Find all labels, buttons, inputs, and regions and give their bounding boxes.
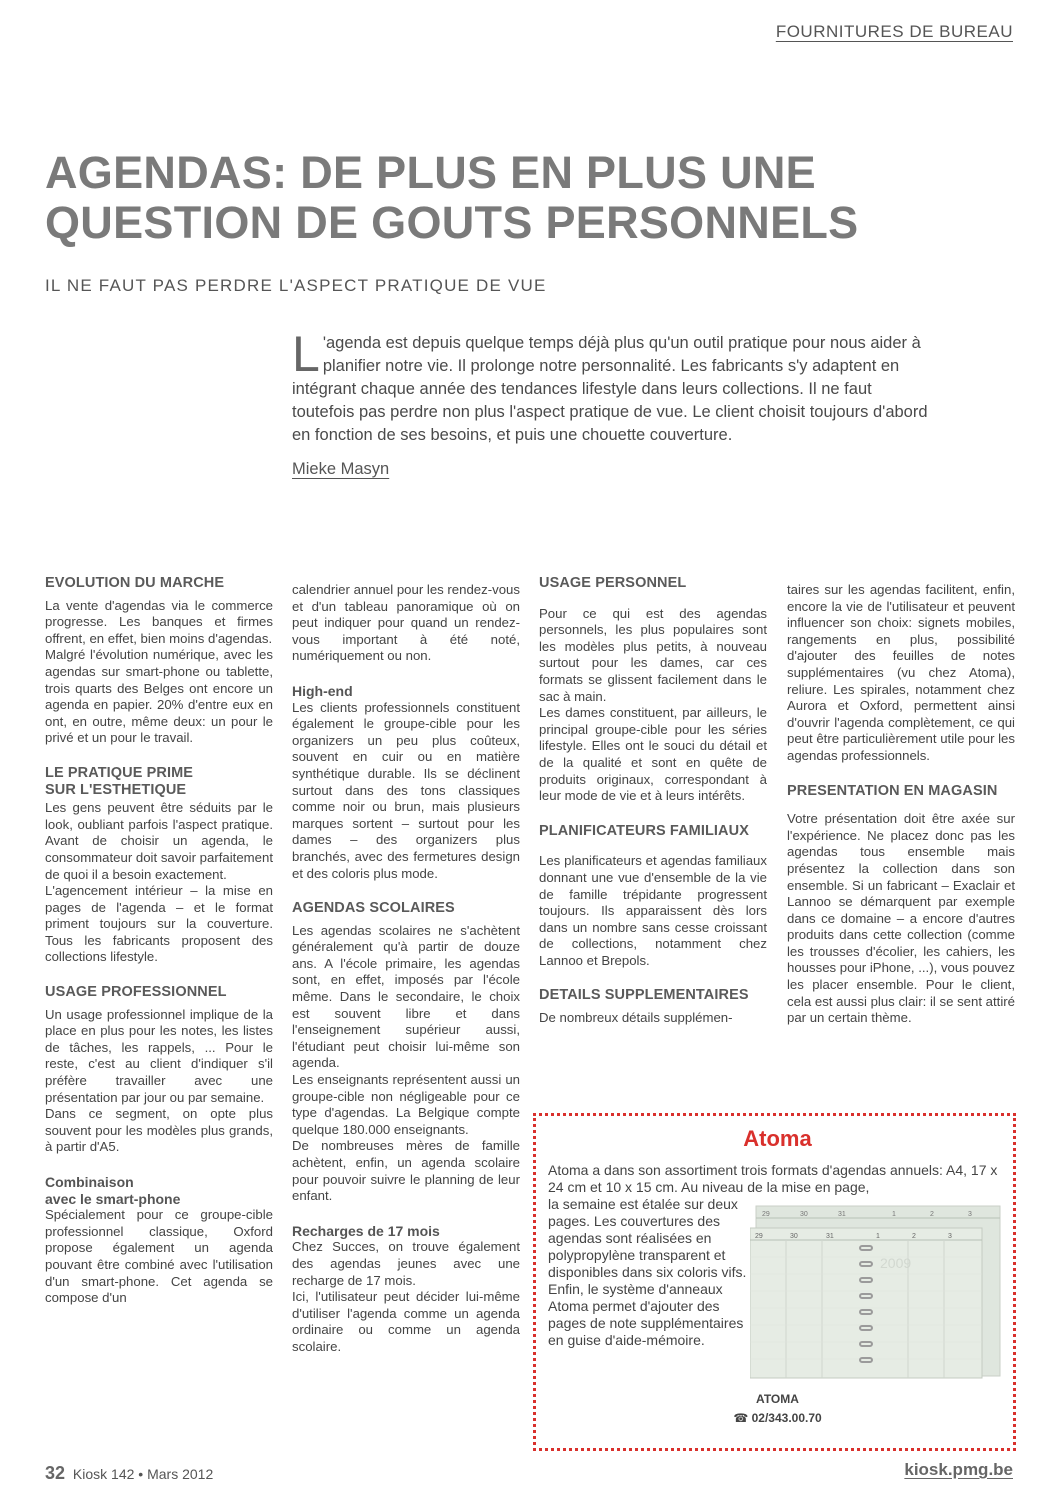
svg-text:29: 29 (762, 1211, 770, 1218)
paragraph: Les gens peuvent être séduits par le look, oubliant parfois l'aspect pratique. Avant de choisir un agenda, le consommateur doit savoir parfaitement de quoi il a besoin exactement. (45, 800, 273, 882)
paragraph: De nombreuses mères de famille achètent, enfin, un agenda scolaire pour pouvoir suivre le planning de leur enfant. (292, 1138, 520, 1204)
heading-usage-professionnel: USAGE PROFESSIONNEL (45, 984, 227, 1001)
box-brand: ATOMA (756, 1392, 799, 1406)
paragraph: Votre présentation doit être axée sur l'expérience. Ne placez donc pas les agendas tous ensemble mais présentez la collection dans son ensemble. Si un fabricant – Exaclair et Lannoo se démarquent par exemple dans ce domaine – a encore d'autres produits dans cette collection (comme les trousses d'écolier, les cahiers, les housses pour iPhone, ...), vous pouvez les placer ensemble. Pour le client, cela est aussi plus clair: il se sent attiré par un certain thème. (787, 811, 1015, 1026)
article-title: AGENDAS: DE PLUS EN PLUS UNE QUESTION DE GOUTS PERSONNELS (45, 147, 859, 248)
website-link[interactable]: kiosk.pmg.be (904, 1460, 1013, 1479)
paragraph: Les dames constituent, par ailleurs, le principal groupe-cible pour les séries lifestyle. Elles ont le souci du détail et de la qualité et sont en quête de produits originaux, correspondant à leur mode de vie et à leurs intérêts. (539, 705, 767, 804)
paragraph: Pour ce qui est des agendas personnels, les plus populaires sont les modèles plus petits, à nouveau surtout pour les dames, car ces formats se glissent facilement dans le sac à main. (539, 605, 767, 704)
paragraph: taires sur les agendas facilitent, enfin, encore la vie de l'utilisateur et peuvent influencer son choix: signets mobiles, rangements en plus, possibilité d'ajouter des feuilles de notes supplémentaires (vu chez Atoma), reliure. Les spirales, notamment chez Aurora et Oxford, permettent ainsi d'ouvrir l'agenda complètement, ce qui peut être particulièrement utile pour les agendas professionnels. (787, 582, 1015, 763)
svg-text:2: 2 (912, 1233, 916, 1240)
atoma-sidebar-box (533, 1113, 1016, 1451)
page-number: 32 (45, 1463, 66, 1483)
article-subtitle: IL NE FAUT PAS PERDRE L'ASPECT PRATIQUE DE VUE (45, 276, 547, 295)
agenda-product-image (750, 1202, 1002, 1380)
intro-text: 'agenda est depuis quelque temps déjà plus qu'un outil pratique pour nous aider à planifier notre vie. Il prolonge notre personnalité. Les fabricants s'y adaptent en intégrant chaque année des tendances lifestyle dans leurs collections. Il ne faut toutefois pas perdre non plus l'aspect pratique de vue. Le client choisit toujours d'abord en fonction de ses besoins, et puis une chouette couverture. (292, 334, 928, 444)
box-title: Atoma (743, 1126, 812, 1151)
heading-combinaison: Combinaison avec le smart-phone (45, 1174, 181, 1207)
paragraph: Malgré l'évolution numérique, avec les agendas sur smart-phone ou tablette, trois quarts des Belges ont encore un agenda en papier. 20% d'entre eux en ont, en outre, même deux: un pour le privé et un pour le travail. (45, 647, 273, 746)
box-phone (536, 1411, 1019, 1425)
heading-details: DETAILS SUPPLEMENTAIRES (539, 987, 749, 1004)
article-column-4 (787, 582, 1015, 1027)
telephone-icon: ☎ (733, 1411, 749, 1425)
svg-text:3: 3 (968, 1211, 972, 1218)
box-paragraph: la semaine est étalée sur deux pages. Les couvertures des agendas sont réalisées en polypropylène transparent et disponibles dans six coloris vifs. (548, 1196, 747, 1280)
paragraph: L'agencement intérieur – la mise en pages de l'agenda – et le format priment toujours sur la couverture. Tous les fabricants proposent des collections lifestyle. (45, 883, 273, 965)
paragraph: Dans ce segment, on opte plus souvent pour les modèles plus grands, à partir d'A5. (45, 1106, 273, 1155)
heading-agendas-scolaires: AGENDAS SCOLAIRES (292, 900, 455, 917)
article-column-2 (292, 582, 520, 1356)
heading-presentation: PRESENTATION EN MAGASIN (787, 782, 998, 799)
paragraph: calendrier annuel pour les rendez-vous et d'un tableau panoramique où on peut indiquer pour quand un rendez-vous important à été noté, numériquement ou non. (292, 582, 520, 664)
svg-text:3: 3 (948, 1233, 952, 1240)
svg-text:1: 1 (876, 1233, 880, 1240)
footer-page-info (45, 1463, 213, 1484)
paragraph: Les planificateurs et agendas familiaux donnant une vue d'ensemble de la vie de famille trépidante progressent toujours. Ils apparaissent dès lors dans un nombre sans cesse croissant de collections, notamment chez Lannoo et Brepols. (539, 853, 767, 968)
heading-planificateurs: PLANIFICATEURS FAMILIAUX (539, 822, 749, 839)
paragraph: Les clients professionnels constituent également le groupe-cible pour les organizers un peu plus coûteux, souvent en cuir ou en matière synthétique durable. Ils se déclinent surtout dans des tons classiques comme noir ou brun, mais plusieurs marques sortent – surtout pour les dames – des organizers plus branchés, avec des fermetures design et des coloris plus mode. (292, 699, 520, 881)
svg-text:30: 30 (790, 1233, 798, 1240)
box-text-body (548, 1196, 748, 1349)
article-column-3 (539, 575, 767, 1027)
article-column-1 (45, 575, 273, 1307)
author-byline: Mieke Masyn (292, 460, 390, 478)
drop-cap: L (292, 326, 320, 382)
paragraph: Les agendas scolaires ne s'achètent généralement qu'à partir de douze ans. A l'école primaire, les agendas sont, en effet, imposés par l'école même. Dans le secondaire, le choix est souvent libre et dans l'enseignement supérieur aussi, l'étudiant peut choisir lui-même son agenda. (292, 922, 520, 1071)
svg-text:31: 31 (826, 1233, 834, 1240)
section-label: FOURNITURES DE BUREAU (775, 22, 1013, 41)
svg-text:2009: 2009 (880, 1255, 912, 1271)
heading-recharges: Recharges de 17 mois (292, 1222, 440, 1239)
heading-evolution: EVOLUTION DU MARCHE (45, 575, 225, 591)
svg-text:31: 31 (838, 1211, 846, 1218)
paragraph: La vente d'agendas via le commerce progresse. Les banques et firmes offrent, en effet, bien moins d'agendas. (45, 597, 273, 646)
paragraph: Chez Succes, on trouve également des agendas jeunes avec une recharge de 17 mois. (292, 1239, 520, 1288)
box-text-intro: Atoma a dans son assortiment trois formats d'agendas annuels: A4, 17 x 24 cm et 10 x 15 cm. Au niveau de la mise en page, (548, 1162, 998, 1195)
article-intro (292, 326, 932, 447)
paragraph: Un usage professionnel implique de la place en plus pour les notes, les listes de tâches, les rappels, ... Pour le reste, c'est au client d'indiquer s'il préfère travailler avec une présentation par jour ou par semaine. (45, 1006, 273, 1105)
issue-info: Kiosk 142 • Mars 2012 (72, 1466, 214, 1482)
svg-text:30: 30 (800, 1211, 808, 1218)
paragraph: De nombreux détails supplémen- (539, 1010, 733, 1026)
paragraph: Ici, l'utilisateur peut décider lui-même d'utiliser l'agenda comme un agenda ordinaire ou comme un agenda scolaire. (292, 1289, 520, 1354)
heading-high-end: High-end (292, 682, 353, 699)
svg-text:2: 2 (930, 1211, 934, 1218)
heading-usage-personnel: USAGE PERSONNEL (539, 575, 687, 591)
paragraph: Les enseignants représentent aussi un groupe-cible non négligeable pour ce type d'agendas. La Belgique compte quelque 180.000 enseignants. (292, 1072, 520, 1137)
phone-number: 02/343.00.70 (751, 1411, 822, 1425)
svg-text:29: 29 (755, 1233, 763, 1240)
box-paragraph: Enfin, le système d'anneaux Atoma permet d'ajouter des pages de note supplémentaires en guise d'aide-mémoire. (548, 1281, 744, 1348)
paragraph: Spécialement pour ce groupe-cible professionnel classique, Oxford propose également un agenda pouvant être combiné avec l'utilisation d'un smart-phone. Cet agenda se compose d'un (45, 1207, 273, 1306)
heading-pratique: LE PRATIQUE PRIME SUR L'ESTHETIQUE (45, 764, 194, 798)
svg-text:1: 1 (892, 1211, 896, 1218)
